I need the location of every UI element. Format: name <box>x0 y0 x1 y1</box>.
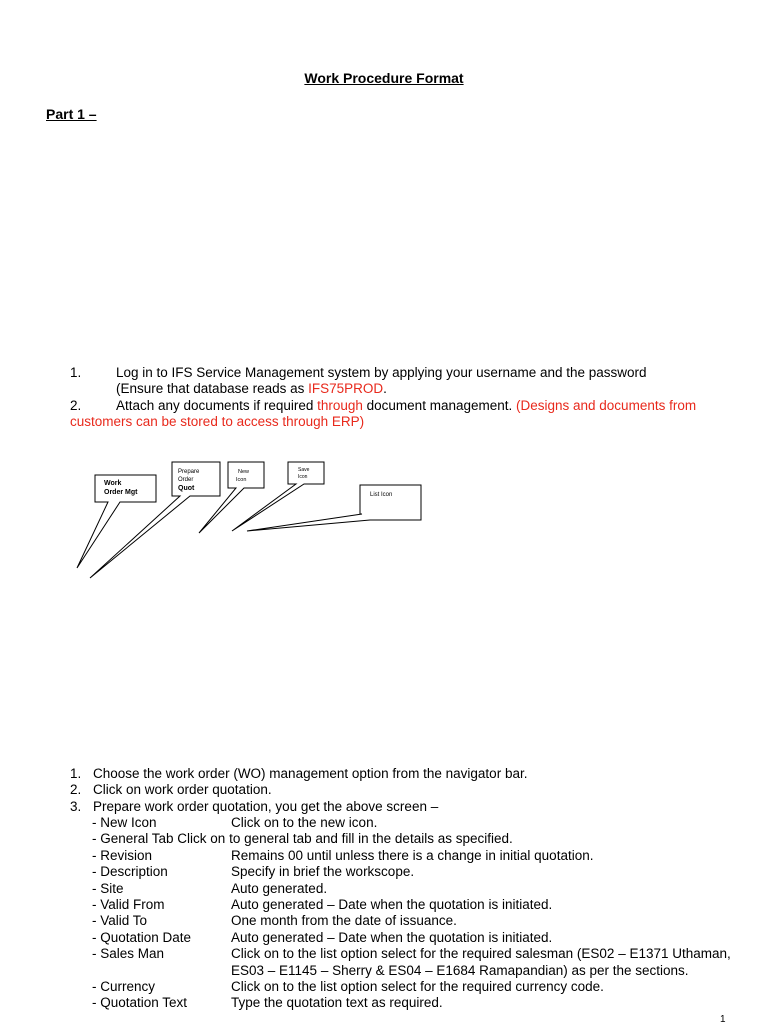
intro-step-2-note: (Designs and documents from customers can be stored to access through ERP) <box>70 398 697 430</box>
step-number: 1. <box>70 766 82 781</box>
db-note-suffix: . <box>383 381 387 396</box>
field-row <box>92 913 731 929</box>
list-item <box>70 782 527 798</box>
field-label: - Valid From <box>92 897 165 913</box>
step-text: Choose the work order (WO) management option from the navigator bar. <box>93 766 528 781</box>
list-item <box>70 766 527 782</box>
callout-list-icon <box>247 485 421 531</box>
intro-step-1-number: 1. <box>70 365 82 380</box>
field-value: Auto generated – Date when the quotation is initiated. <box>231 897 553 913</box>
field-row <box>92 995 731 1011</box>
field-value: One month from the date of issuance. <box>231 913 457 929</box>
callout-prepare-line2: Order <box>178 477 194 483</box>
field-row <box>92 848 731 864</box>
field-value: Auto generated. <box>231 880 328 896</box>
callout-save-line1: Save <box>298 467 310 473</box>
field-row <box>92 897 731 913</box>
intro-step-1 <box>70 365 647 381</box>
field-row <box>92 979 731 995</box>
quotation-fields <box>92 815 731 1012</box>
callout-work-order-mgt-line2: Order Mgt <box>104 489 138 496</box>
field-row <box>92 831 731 847</box>
intro-step-1-text: Log in to IFS Service Management system by applying your username and the password <box>116 365 647 380</box>
intro-step-1-note <box>116 381 387 397</box>
intro-step-2-mid: document management. <box>362 398 516 413</box>
callout-prepare-line1: Prepare <box>178 469 200 475</box>
part-heading: Part 1 – <box>46 106 97 122</box>
database-name: IFS75PROD <box>308 381 384 396</box>
field-row <box>92 864 731 880</box>
intro-step-2-text: Attach any documents if required <box>116 398 318 413</box>
field-value: Remains 00 until unless there is a change in initial quotation. <box>231 847 594 863</box>
field-row <box>92 930 731 946</box>
callout-diagram <box>0 450 768 590</box>
field-label: - Quotation Text <box>92 995 188 1011</box>
field-label: - New Icon <box>92 815 157 830</box>
intro-step-2-number: 2. <box>70 398 82 413</box>
db-note-prefix: (Ensure that database reads as <box>116 381 309 396</box>
field-value: Click on to the new icon. <box>231 815 378 830</box>
procedure-steps <box>70 766 527 815</box>
field-value: Click on to the list option select for the required salesman (ES02 – E1371 Uthaman, ES03 – E1145 – Sherry & ES04 – E1684 Ramapandian) as per the sections. <box>231 946 731 978</box>
callout-new-line2: Icon <box>236 477 247 483</box>
intro-step-2-through: through <box>317 398 363 413</box>
field-label: - General Tab Click on to general tab and fill in the details as specified. <box>92 831 513 847</box>
field-label: - Sales Man <box>92 946 165 962</box>
step-text: Click on work order quotation. <box>93 782 272 798</box>
step-number: 2. <box>70 782 82 798</box>
field-label: - Quotation Date <box>92 929 192 945</box>
field-row <box>92 946 731 979</box>
field-label: - Description <box>92 864 168 880</box>
field-row <box>92 881 731 897</box>
field-row <box>92 815 731 831</box>
callout-work-order-mgt-line1: Work <box>104 480 122 487</box>
field-value: Auto generated – Date when the quotation is initiated. <box>231 929 553 945</box>
list-item <box>70 799 527 815</box>
field-value: Type the quotation text as required. <box>231 995 443 1011</box>
callout-new-line1: New <box>238 469 250 475</box>
callout-prepare-line3: Quot <box>178 485 195 492</box>
step-text: Prepare work order quotation, you get the above screen – <box>93 798 439 814</box>
callout-list-text: List Icon <box>370 492 393 498</box>
field-value: Specify in brief the workscope. <box>231 864 415 880</box>
field-label: - Revision <box>92 847 153 863</box>
field-label: - Site <box>92 880 124 896</box>
page-number: 1 <box>720 1014 726 1025</box>
callout-save-line2: Icon <box>298 474 308 480</box>
step-number: 3. <box>70 798 82 814</box>
field-label: - Currency <box>92 979 156 995</box>
page-title: Work Procedure Format <box>304 70 464 86</box>
field-label: - Valid To <box>92 913 148 929</box>
intro-step-2 <box>70 398 738 431</box>
field-value: Click on to the list option select for the required currency code. <box>231 979 604 995</box>
